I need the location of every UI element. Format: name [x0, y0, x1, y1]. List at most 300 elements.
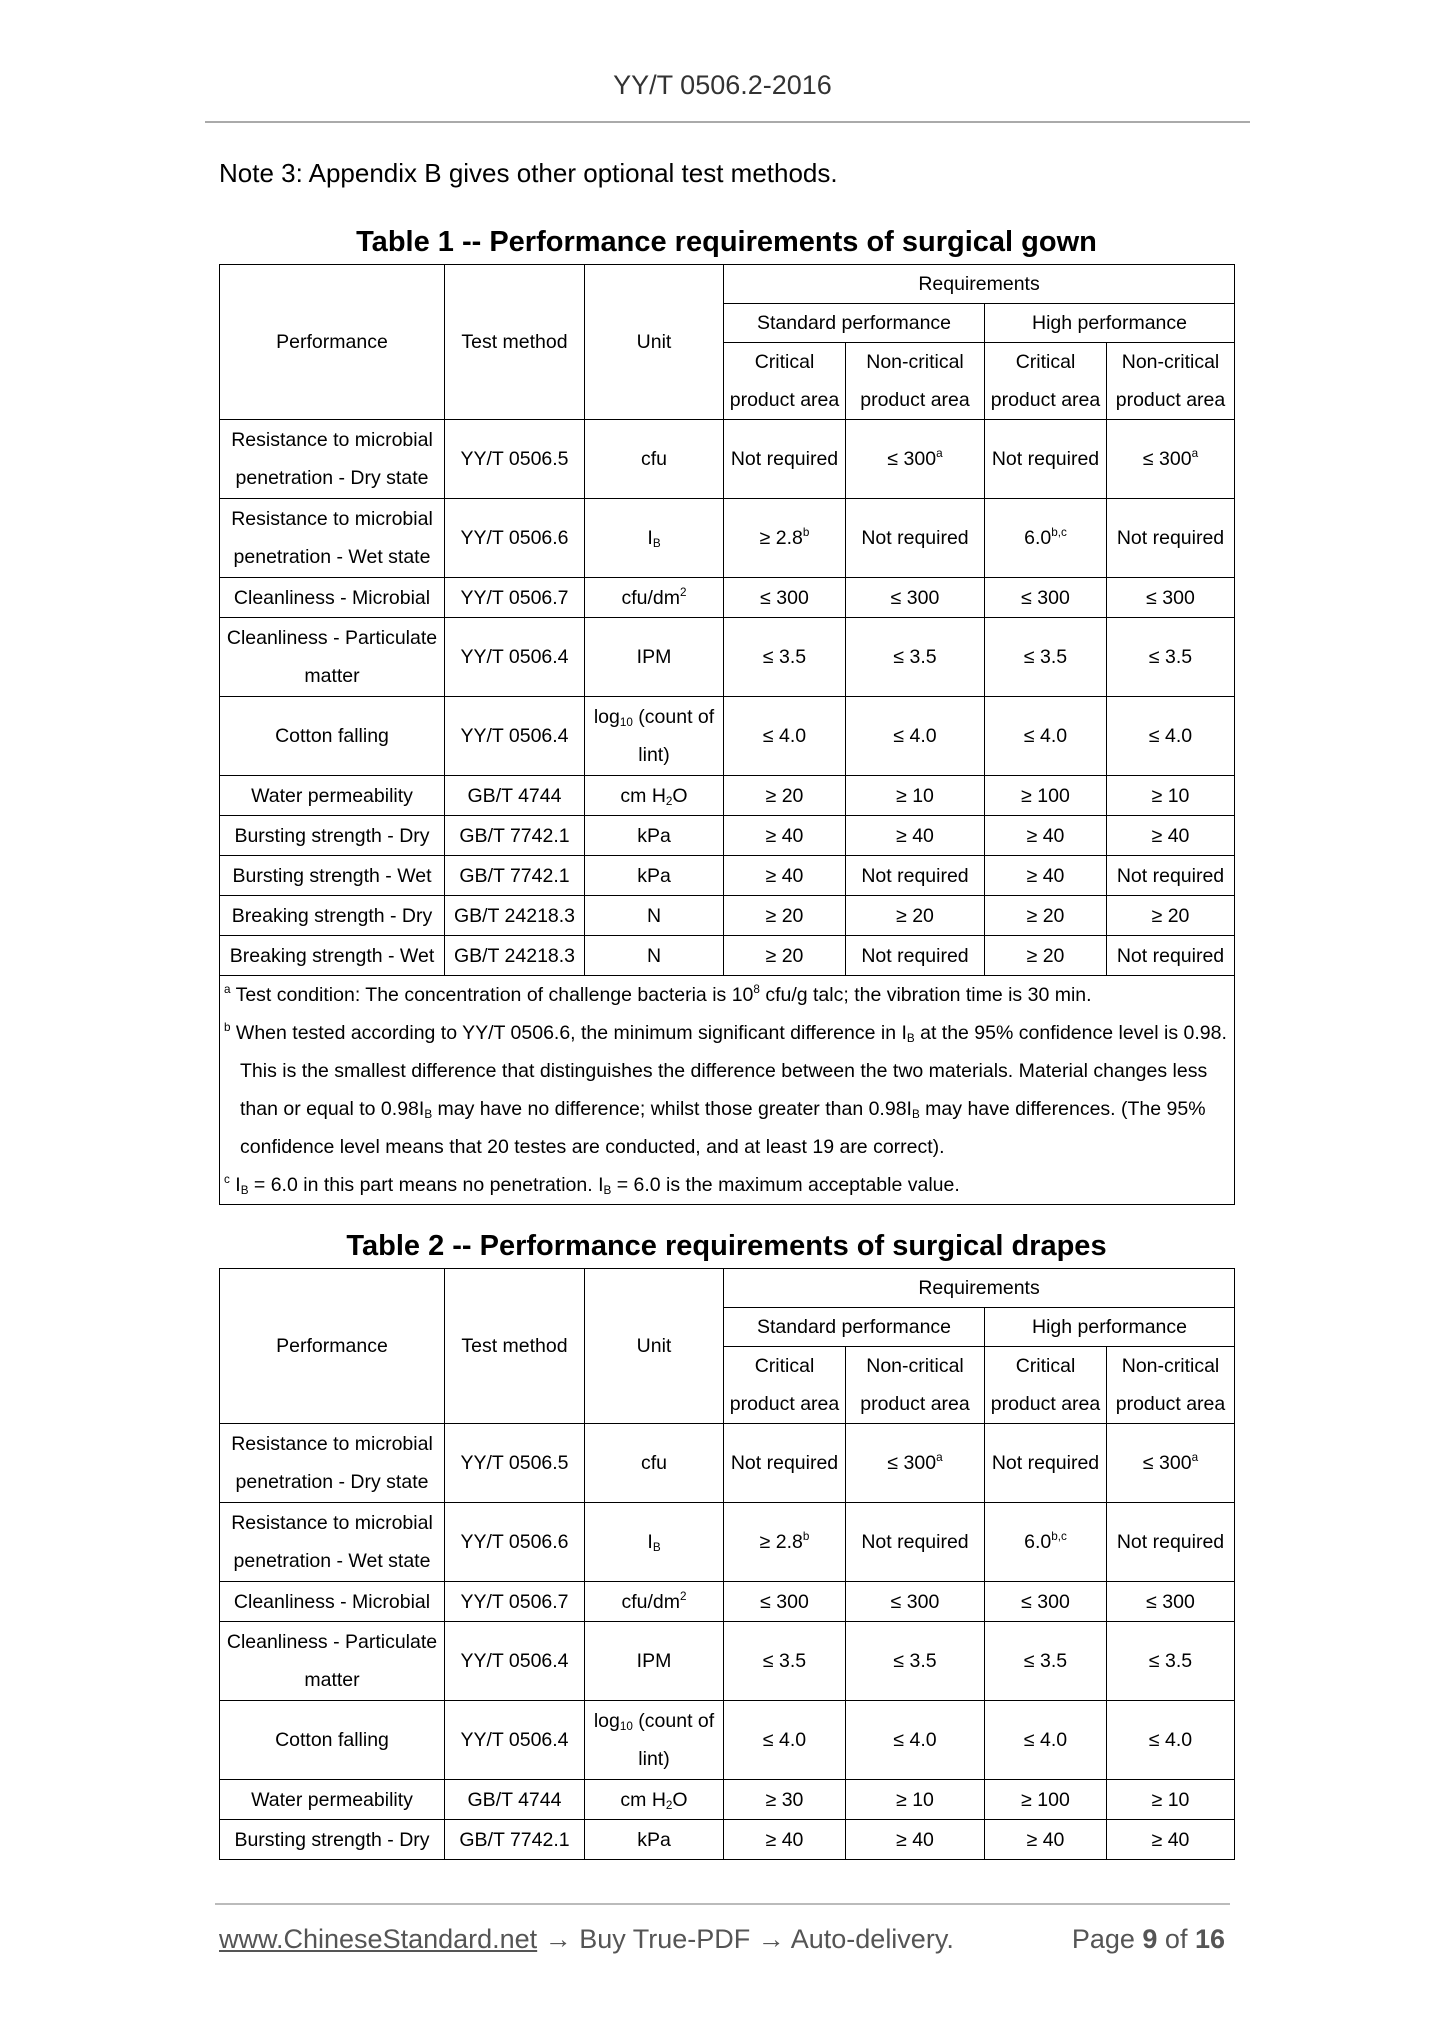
unit-text: log: [593, 706, 620, 728]
requirement-value: Not required: [1116, 1531, 1225, 1553]
col-header-high: High performance: [985, 1308, 1235, 1347]
header-critical-line2: product area: [729, 389, 840, 411]
col-header-std-critical: [724, 343, 846, 420]
website-link[interactable]: www.ChineseStandard.net: [219, 1924, 538, 1954]
footnote-b3-text-end: may have differences. (The 95%: [919, 1098, 1206, 1120]
header-critical-line2: product area: [990, 389, 1101, 411]
unit-superscript: 2: [680, 585, 687, 599]
cell-high-noncritical: [1107, 1622, 1235, 1701]
requirement-value: Not required: [861, 944, 969, 967]
page-indicator: [1072, 1924, 1225, 1955]
cell-high-critical: [985, 618, 1107, 697]
unit-text: N: [646, 904, 662, 927]
col-header-unit: Unit: [585, 265, 724, 420]
footnotes-cell: [220, 976, 1235, 1205]
requirement-value: Not required: [991, 1452, 1100, 1474]
cell-performance: Cotton falling: [220, 1701, 445, 1780]
requirement-value: ≤ 4.0: [893, 1729, 937, 1751]
cell-standard-noncritical: [846, 578, 985, 618]
requirement-value: ≥ 10: [896, 784, 934, 807]
page-number: 9: [1142, 1924, 1158, 1954]
cell-high-critical: [985, 1622, 1107, 1701]
col-header-unit: Unit: [585, 1269, 724, 1424]
cell-standard-noncritical: [846, 499, 985, 578]
unit-text: cfu: [640, 448, 667, 470]
table1-footnotes: [220, 976, 1235, 1205]
requirement-value: ≥ 20: [765, 784, 804, 807]
cell-test-method: YY/T 0506.5: [445, 420, 585, 499]
unit-subscript: B: [652, 536, 661, 550]
cell-performance: Resistance to microbial penetration - Dry state: [220, 420, 445, 499]
header-critical-line2: product area: [729, 1393, 840, 1415]
footnote-c-text-end: = 6.0 is the maximum acceptable value.: [611, 1174, 960, 1196]
requirement-value: ≤ 3.5: [1148, 1650, 1193, 1672]
unit-subscript: 10: [619, 715, 633, 729]
col-header-high-noncritical: [1107, 343, 1235, 420]
cell-standard-critical: [724, 1424, 846, 1503]
cell-high-critical: [985, 1701, 1107, 1780]
cell-high-critical: [985, 1820, 1107, 1860]
cell-high-noncritical: [1107, 1582, 1235, 1622]
doc-header: YY/T 0506.2-2016: [613, 70, 832, 100]
cell-high-noncritical: [1107, 1780, 1235, 1820]
unit-superscript: 2: [680, 1589, 687, 1603]
footnote-b-line3: [224, 1090, 1230, 1128]
requirement-value: ≤ 4.0: [762, 725, 807, 747]
cell-standard-noncritical: [846, 776, 985, 816]
requirement-value: ≤ 300: [890, 586, 940, 609]
cell-high-critical: [985, 578, 1107, 618]
col-header-std-critical: [724, 1347, 846, 1424]
requirement-value: ≥ 40: [765, 1828, 804, 1851]
cell-performance: Bursting strength - Wet: [220, 856, 445, 896]
cell-high-noncritical: [1107, 499, 1235, 578]
table1: [219, 264, 1235, 1205]
col-header-test-method: Test method: [445, 265, 585, 420]
cell-test-method: YY/T 0506.4: [445, 618, 585, 697]
footnote-ref: b,c: [1051, 1529, 1067, 1543]
footnote-b-text-end: at the 95% confidence level is 0.98.: [914, 1022, 1227, 1044]
requirement-value: ≤ 300: [887, 1452, 937, 1474]
cell-high-noncritical: [1107, 1503, 1235, 1582]
cell-test-method: GB/T 7742.1: [445, 856, 585, 896]
table2-body: [220, 1424, 1235, 1860]
subscript-b: B: [906, 1031, 915, 1045]
footnote-ref: b: [802, 525, 810, 539]
cell-standard-critical: [724, 1582, 846, 1622]
cell-high-critical: [985, 896, 1107, 936]
table2-head: [220, 1269, 1235, 1424]
table-row: [220, 936, 1235, 976]
page-of: of: [1157, 1924, 1195, 1954]
table-row: [220, 1820, 1235, 1860]
cell-test-method: YY/T 0506.4: [445, 697, 585, 776]
requirement-value: ≥ 100: [1021, 784, 1070, 807]
requirement-value: ≤ 4.0: [1023, 725, 1068, 747]
cell-unit: [585, 697, 724, 776]
footnote-c: [224, 1166, 1230, 1204]
unit-text: IPM: [636, 646, 672, 668]
cell-unit: [585, 896, 724, 936]
header-noncritical-line2: product area: [860, 389, 970, 411]
requirement-value: Not required: [1116, 527, 1225, 549]
requirement-value: ≤ 300: [1021, 1590, 1070, 1613]
col-header-performance: Performance: [220, 1269, 445, 1424]
table-row: [220, 1701, 1235, 1780]
cell-standard-critical: [724, 618, 846, 697]
table2: [219, 1268, 1235, 1860]
col-header-requirements: Requirements: [724, 1269, 1235, 1308]
unit-text: cfu/dm: [621, 1590, 680, 1613]
cell-high-noncritical: [1107, 420, 1235, 499]
cell-unit: [585, 856, 724, 896]
footnote-c-text: I: [229, 1174, 241, 1196]
subscript-b: B: [603, 1183, 612, 1197]
cell-standard-critical: [724, 896, 846, 936]
cell-unit: [585, 618, 724, 697]
table-row: [220, 420, 1235, 499]
unit-text: cm H: [620, 784, 666, 807]
cell-test-method: GB/T 7742.1: [445, 1820, 585, 1860]
cell-standard-critical: [724, 936, 846, 976]
cell-unit: [585, 1503, 724, 1582]
requirement-value: ≤ 300: [1021, 586, 1070, 609]
footnote-ref: b,c: [1051, 525, 1067, 539]
unit-subscript: 10: [619, 1719, 633, 1733]
requirement-value: Not required: [861, 864, 969, 887]
table-row: [220, 499, 1235, 578]
requirement-value: ≥ 20: [1026, 904, 1065, 927]
cell-unit: [585, 936, 724, 976]
requirement-value: ≥ 10: [1151, 1788, 1190, 1811]
requirement-value: ≥ 40: [1151, 1828, 1190, 1851]
cell-performance: Cleanliness - Microbial: [220, 1582, 445, 1622]
table-row: [220, 1503, 1235, 1582]
header-noncritical-line2: product area: [860, 1393, 970, 1415]
table-row: [220, 896, 1235, 936]
cell-unit: [585, 816, 724, 856]
requirement-value: ≥ 40: [1026, 1828, 1065, 1851]
unit-tail: O: [672, 784, 688, 807]
requirement-value: ≤ 3.5: [1023, 646, 1068, 668]
cell-high-noncritical: [1107, 578, 1235, 618]
table-row: [220, 1622, 1235, 1701]
requirement-value: ≥ 40: [1026, 864, 1065, 887]
cell-standard-critical: [724, 1701, 846, 1780]
header-noncritical-line2: product area: [1115, 1393, 1226, 1415]
requirement-value: Not required: [861, 1531, 969, 1553]
header-noncritical-line1: Non-critical: [1121, 351, 1220, 373]
footnote-ref: a: [1191, 1450, 1199, 1464]
cell-performance: Breaking strength - Wet: [220, 936, 445, 976]
cell-standard-critical: [724, 1503, 846, 1582]
cell-test-method: GB/T 4744: [445, 776, 585, 816]
header-critical-line1: Critical: [754, 1355, 815, 1377]
requirement-value: ≤ 300: [887, 448, 937, 470]
cell-standard-noncritical: [846, 1582, 985, 1622]
cell-high-noncritical: [1107, 1701, 1235, 1780]
footnote-a: [224, 976, 1230, 1014]
footnote-ref: a: [936, 446, 943, 460]
cell-standard-critical: [724, 1820, 846, 1860]
subscript-b: B: [424, 1107, 433, 1121]
requirement-value: ≥ 2.8: [759, 1531, 803, 1553]
cell-high-noncritical: [1107, 816, 1235, 856]
requirement-value: Not required: [730, 448, 839, 470]
requirement-value: 6.0: [1024, 1531, 1052, 1553]
cell-high-critical: [985, 697, 1107, 776]
unit-text: kPa: [637, 1828, 671, 1851]
cell-high-critical: [985, 420, 1107, 499]
cell-high-noncritical: [1107, 618, 1235, 697]
cell-unit: [585, 420, 724, 499]
cell-test-method: YY/T 0506.4: [445, 1622, 585, 1701]
footnote-ref: a: [936, 1450, 943, 1464]
cell-performance: Breaking strength - Dry: [220, 896, 445, 936]
requirement-value: Not required: [861, 527, 969, 549]
cell-test-method: YY/T 0506.6: [445, 499, 585, 578]
cell-test-method: YY/T 0506.7: [445, 578, 585, 618]
header-noncritical-line2: product area: [1115, 389, 1226, 411]
requirement-value: ≤ 4.0: [893, 725, 937, 747]
cell-standard-critical: [724, 420, 846, 499]
cell-high-critical: [985, 856, 1107, 896]
unit-tail: O: [672, 1788, 688, 1811]
requirement-value: ≥ 40: [1151, 824, 1190, 847]
cell-high-critical: [985, 816, 1107, 856]
cell-standard-critical: [724, 856, 846, 896]
cell-test-method: GB/T 4744: [445, 1780, 585, 1820]
table-row: [220, 856, 1235, 896]
cell-test-method: GB/T 24218.3: [445, 936, 585, 976]
footnote-ref: a: [1191, 446, 1199, 460]
cell-performance: Cleanliness - Particulate matter: [220, 618, 445, 697]
col-header-standard: Standard performance: [724, 1308, 985, 1347]
requirement-value: ≤ 4.0: [1148, 1729, 1193, 1751]
requirement-value: ≥ 10: [896, 1788, 934, 1811]
table-row: [220, 816, 1235, 856]
requirement-value: ≤ 300: [1142, 1452, 1192, 1474]
cell-unit: [585, 1622, 724, 1701]
cell-unit: [585, 776, 724, 816]
cell-standard-noncritical: [846, 1503, 985, 1582]
table-row: [220, 1582, 1235, 1622]
footnote-a-mark: a: [224, 982, 231, 996]
requirement-value: ≤ 3.5: [762, 646, 807, 668]
requirement-value: ≥ 40: [765, 864, 804, 887]
header-critical-line1: Critical: [1015, 1355, 1076, 1377]
footnote-b-mark: b: [224, 1020, 231, 1034]
footnote-ref: b: [802, 1529, 810, 1543]
unit-subscript: 2: [665, 794, 673, 808]
table1-head: [220, 265, 1235, 420]
cell-unit: [585, 1701, 724, 1780]
cell-standard-critical: [724, 697, 846, 776]
cell-standard-critical: [724, 1780, 846, 1820]
header-critical-line2: product area: [990, 1393, 1101, 1415]
unit-text: I: [647, 527, 653, 549]
footnote-b3-text-mid: may have no difference; whilst those greater than 0.98I: [432, 1098, 912, 1120]
cell-performance: Water permeability: [220, 776, 445, 816]
cell-unit: [585, 1820, 724, 1860]
footnote-c-mark: c: [224, 1172, 230, 1186]
requirement-value: ≤ 300: [760, 1590, 809, 1613]
header-critical-line1: Critical: [1015, 351, 1076, 373]
requirement-value: ≥ 20: [1026, 944, 1065, 967]
unit-text: I: [647, 1531, 653, 1553]
requirement-value: Not required: [1116, 864, 1225, 887]
table-row: [220, 697, 1235, 776]
cell-high-critical: [985, 936, 1107, 976]
footnote-a-exponent: 8: [753, 982, 760, 996]
cell-standard-critical: [724, 578, 846, 618]
requirement-value: ≥ 20: [765, 944, 804, 967]
requirement-value: ≤ 4.0: [1148, 725, 1193, 747]
cell-test-method: GB/T 24218.3: [445, 896, 585, 936]
col-header-std-noncritical: [846, 343, 985, 420]
cell-unit: [585, 1424, 724, 1503]
cell-test-method: YY/T 0506.5: [445, 1424, 585, 1503]
col-header-high-noncritical: [1107, 1347, 1235, 1424]
subscript-b: B: [240, 1183, 249, 1197]
cell-standard-noncritical: [846, 1820, 985, 1860]
requirement-value: ≥ 20: [765, 904, 804, 927]
header-noncritical-line1: Non-critical: [1121, 1355, 1220, 1377]
cell-high-critical: [985, 1582, 1107, 1622]
cell-high-critical: [985, 776, 1107, 816]
cell-standard-noncritical: [846, 856, 985, 896]
unit-tail: (count of lint): [632, 706, 715, 766]
unit-text: log: [593, 1710, 620, 1732]
requirement-value: ≥ 40: [896, 824, 934, 847]
cell-performance: Cleanliness - Particulate matter: [220, 1622, 445, 1701]
requirement-value: ≤ 3.5: [1023, 1650, 1068, 1672]
requirement-value: ≥ 100: [1021, 1788, 1070, 1811]
footer-promo: [219, 1924, 954, 1955]
cell-standard-noncritical: [846, 1622, 985, 1701]
header-noncritical-line1: Non-critical: [866, 1355, 964, 1377]
cell-test-method: YY/T 0506.7: [445, 1582, 585, 1622]
footnote-a-text-end: cfu/g talc; the vibration time is 30 min.: [759, 984, 1092, 1006]
cell-performance: Bursting strength - Dry: [220, 816, 445, 856]
cell-performance: Cleanliness - Microbial: [220, 578, 445, 618]
requirement-value: 6.0: [1024, 527, 1052, 549]
requirement-value: ≥ 2.8: [759, 527, 803, 549]
requirement-value: ≥ 10: [1151, 784, 1190, 807]
note-3: Note 3: Appendix B gives other optional test methods.: [219, 158, 838, 188]
requirement-value: ≤ 4.0: [762, 1729, 807, 1751]
header-rule: [205, 121, 1250, 123]
cell-test-method: YY/T 0506.6: [445, 1503, 585, 1582]
cell-high-critical: [985, 1780, 1107, 1820]
cell-unit: [585, 1582, 724, 1622]
cell-standard-critical: [724, 499, 846, 578]
requirement-value: Not required: [1116, 944, 1225, 967]
col-header-requirements: Requirements: [724, 265, 1235, 304]
col-header-performance: Performance: [220, 265, 445, 420]
unit-text: cfu: [640, 1452, 667, 1474]
footnote-a-text: Test condition: The concentration of challenge bacteria is 10: [230, 984, 754, 1006]
cell-high-noncritical: [1107, 1820, 1235, 1860]
table-row: [220, 1780, 1235, 1820]
col-header-high: High performance: [985, 304, 1235, 343]
requirement-value: ≥ 20: [896, 904, 934, 927]
table-row: [220, 578, 1235, 618]
cell-high-noncritical: [1107, 776, 1235, 816]
cell-standard-noncritical: [846, 896, 985, 936]
cell-performance: Cotton falling: [220, 697, 445, 776]
unit-text: N: [646, 944, 662, 967]
unit-text: kPa: [637, 824, 671, 847]
requirement-value: ≤ 3.5: [893, 646, 937, 668]
cell-standard-critical: [724, 776, 846, 816]
requirement-value: ≤ 4.0: [1023, 1729, 1068, 1751]
cell-high-noncritical: [1107, 856, 1235, 896]
table-row: [220, 776, 1235, 816]
cell-unit: [585, 1780, 724, 1820]
cell-standard-noncritical: [846, 697, 985, 776]
footer-rule: [215, 1903, 1230, 1905]
unit-text: kPa: [637, 864, 671, 887]
requirement-value: ≤ 300: [1146, 1590, 1195, 1613]
cell-test-method: GB/T 7742.1: [445, 816, 585, 856]
page-total: 16: [1194, 1924, 1225, 1954]
footnote-b-text: When tested according to YY/T 0506.6, the minimum significant difference in I: [230, 1022, 907, 1044]
cell-high-critical: [985, 1424, 1107, 1503]
cell-high-noncritical: [1107, 1424, 1235, 1503]
requirement-value: ≥ 40: [765, 824, 804, 847]
requirement-value: ≤ 300: [760, 586, 809, 609]
col-header-standard: Standard performance: [724, 304, 985, 343]
requirement-value: ≥ 40: [896, 1828, 934, 1851]
unit-text: cfu/dm: [621, 586, 680, 609]
col-header-test-method: Test method: [445, 1269, 585, 1424]
unit-text: IPM: [636, 1650, 672, 1672]
cell-performance: Resistance to microbial penetration - Wet state: [220, 1503, 445, 1582]
footnote-b-line4: confidence level means that 20 testes are conducted, and at least 19 are correct).: [240, 1136, 945, 1158]
cell-standard-noncritical: [846, 1424, 985, 1503]
table1-body: [220, 420, 1235, 976]
cell-standard-noncritical: [846, 1701, 985, 1780]
subscript-b: B: [911, 1107, 920, 1121]
cell-standard-noncritical: [846, 816, 985, 856]
footnote-b-line1: [224, 1014, 1230, 1052]
col-header-high-critical: [985, 1347, 1107, 1424]
unit-text: cm H: [620, 1788, 666, 1811]
cell-standard-noncritical: [846, 420, 985, 499]
cell-standard-noncritical: [846, 618, 985, 697]
requirement-value: ≤ 3.5: [762, 1650, 807, 1672]
cell-standard-critical: [724, 816, 846, 856]
cell-high-noncritical: [1107, 936, 1235, 976]
unit-tail: (count of lint): [632, 1710, 715, 1770]
requirement-value: ≥ 40: [1026, 824, 1065, 847]
footnote-b-line2: This is the smallest difference that distinguishes the difference between the two materials. Material changes less: [240, 1060, 1208, 1082]
cell-standard-noncritical: [846, 1780, 985, 1820]
cell-standard-noncritical: [846, 936, 985, 976]
header-critical-line1: Critical: [754, 351, 815, 373]
footnote-b3-text: than or equal to 0.98I: [240, 1098, 425, 1120]
table2-caption: Table 2 -- Performance requirements of surgical drapes: [346, 1230, 1107, 1262]
table-row: [220, 1424, 1235, 1503]
requirement-value: ≥ 20: [1151, 904, 1190, 927]
table-row: [220, 618, 1235, 697]
cell-performance: Resistance to microbial penetration - Dry state: [220, 1424, 445, 1503]
cell-high-critical: [985, 499, 1107, 578]
cell-performance: Bursting strength - Dry: [220, 1820, 445, 1860]
requirement-value: Not required: [730, 1452, 839, 1474]
table1-caption: Table 1 -- Performance requirements of surgical gown: [356, 226, 1097, 258]
